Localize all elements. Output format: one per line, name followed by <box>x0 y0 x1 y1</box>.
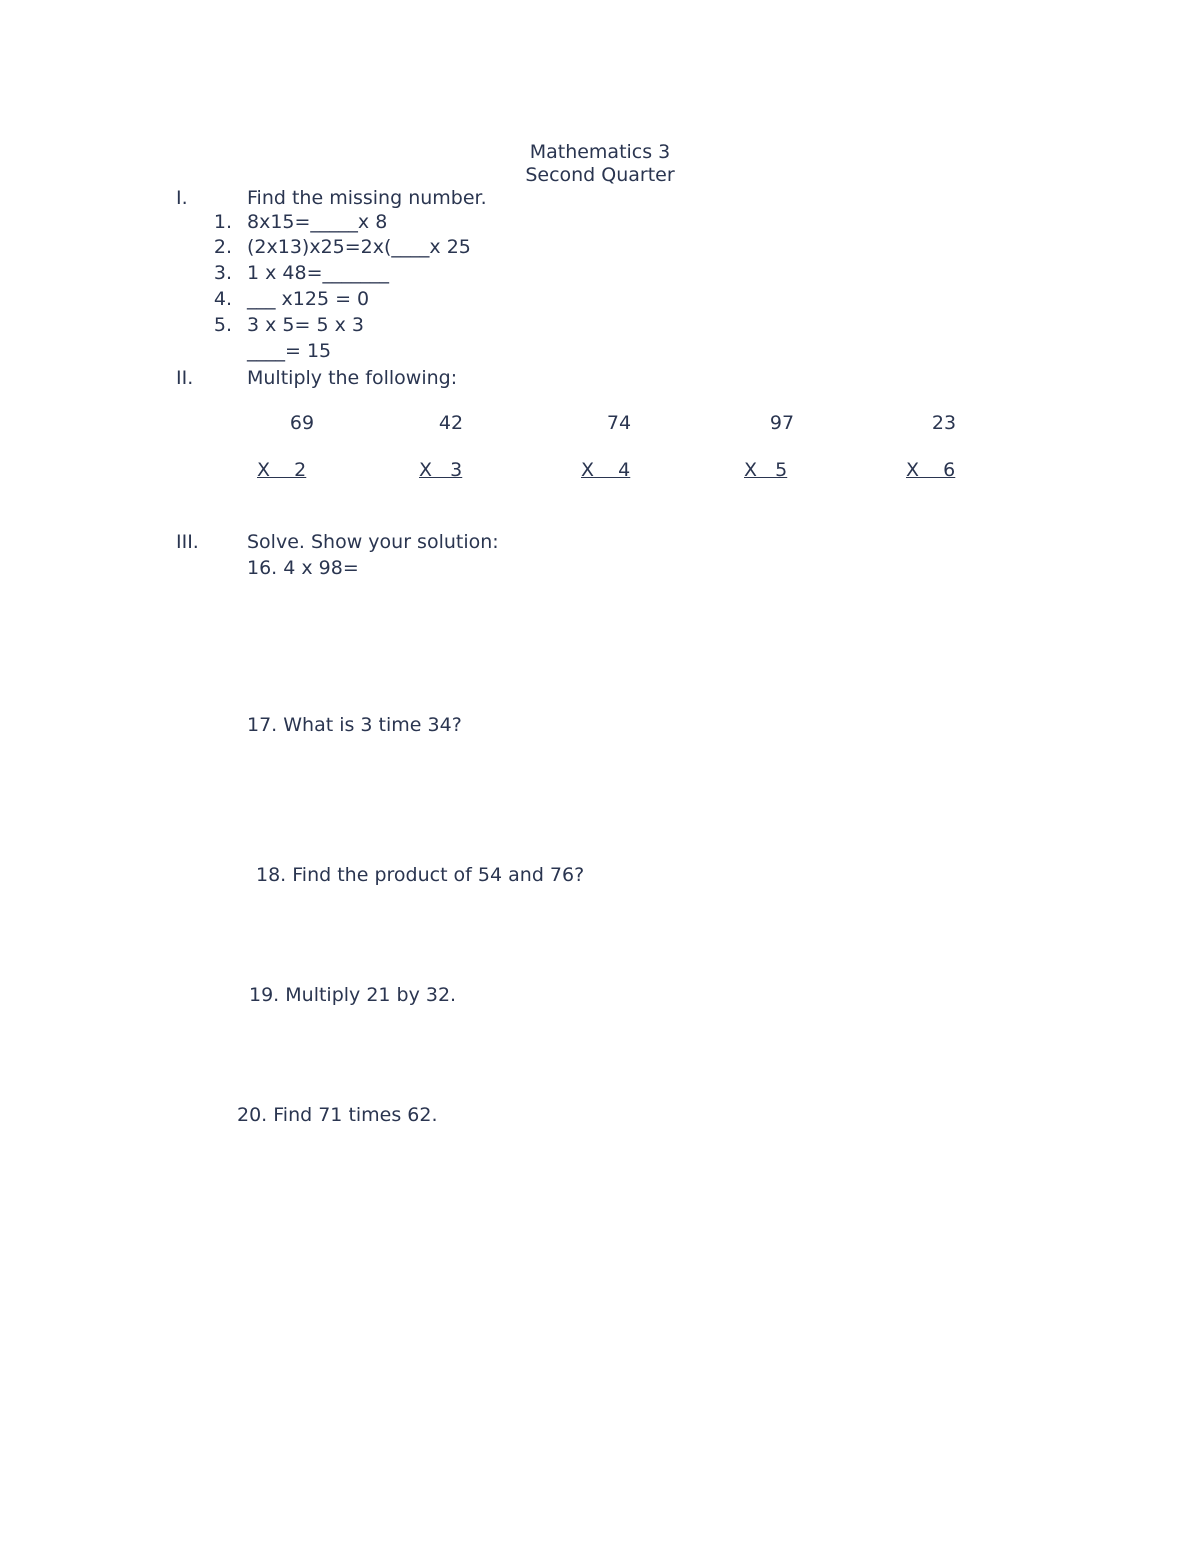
multiplier: X 2 <box>257 459 307 481</box>
section-3-numeral: III. <box>176 531 199 553</box>
multiplicand: 74 <box>606 412 632 434</box>
question-17: 17. What is 3 time 34? <box>247 714 462 736</box>
multiplicand: 69 <box>289 412 315 434</box>
multiplier: X 3 <box>419 459 463 481</box>
section-1-heading: Find the missing number. <box>247 187 487 209</box>
item-number: 3. <box>213 262 232 284</box>
page-subtitle: Second Quarter <box>525 164 675 186</box>
item-number: 4. <box>213 288 232 310</box>
item-text: 8x15=_____x 8 <box>247 211 388 233</box>
item-text: 1 x 48=_______ <box>247 262 390 284</box>
section-1-numeral: I. <box>176 187 188 209</box>
multiplicand: 23 <box>931 412 957 434</box>
question-16: 16. 4 x 98= <box>247 557 359 579</box>
item-number: 5. <box>213 314 232 336</box>
item-text: ___ x125 = 0 <box>247 288 370 310</box>
section-2-numeral: II. <box>176 367 194 389</box>
item-text: (2x13)x25=2x(____x 25 <box>247 236 471 258</box>
section-2-heading: Multiply the following: <box>247 367 458 389</box>
multiplicand: 42 <box>438 412 464 434</box>
item-text-continued: ____= 15 <box>247 340 332 362</box>
multiplier: X 5 <box>744 459 788 481</box>
multiplier: X 4 <box>581 459 631 481</box>
item-number: 1. <box>213 211 232 233</box>
section-3-heading: Solve. Show your solution: <box>247 531 499 553</box>
question-18: 18. Find the product of 54 and 76? <box>256 864 585 886</box>
question-20: 20. Find 71 times 62. <box>237 1104 438 1126</box>
multiplicand: 97 <box>769 412 795 434</box>
page-title: Mathematics 3 <box>529 141 671 163</box>
multiplier: X 6 <box>906 459 956 481</box>
item-text: 3 x 5= 5 x 3 <box>247 314 364 336</box>
question-19: 19. Multiply 21 by 32. <box>249 984 457 1006</box>
item-number: 2. <box>213 236 232 258</box>
